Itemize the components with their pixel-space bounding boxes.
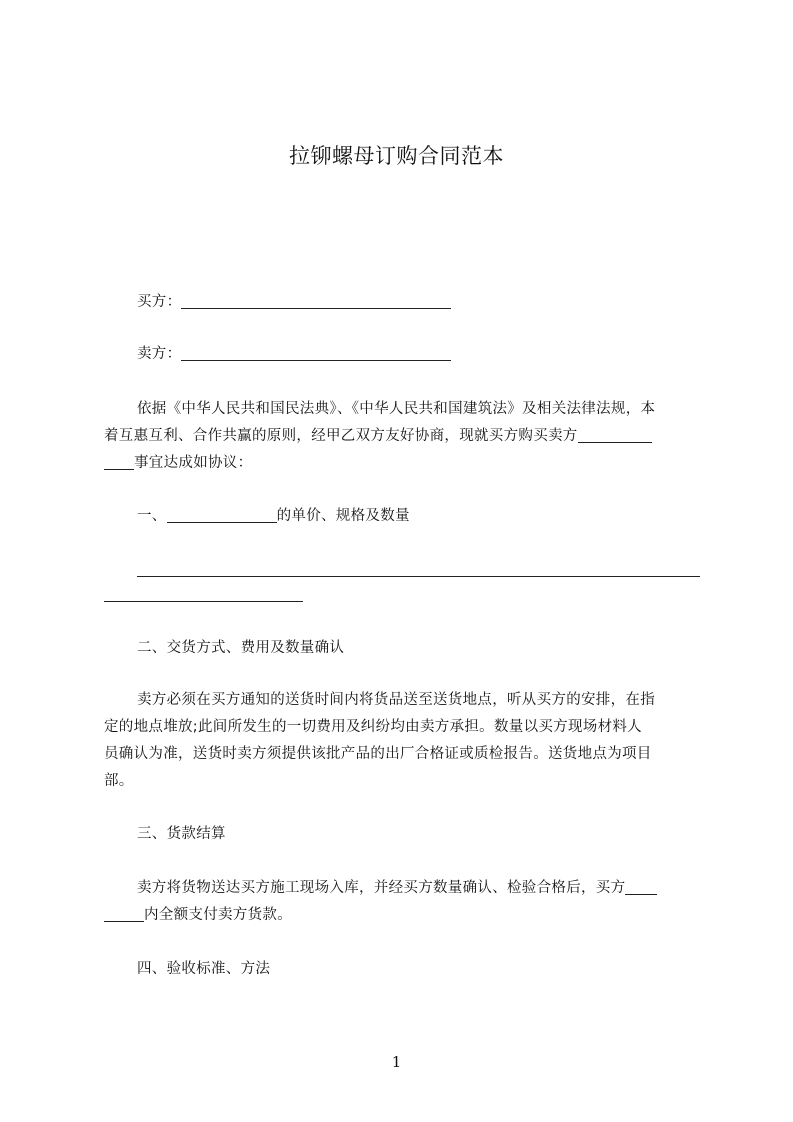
section2-line-4: 部。 xyxy=(104,773,134,789)
section1-heading xyxy=(104,504,733,528)
section3-line-2-text: 内全额支付卖方货款。 xyxy=(144,907,292,923)
section3-line-2 xyxy=(104,903,700,927)
section3-heading: 三、货款结算 xyxy=(137,826,226,842)
buyer-line xyxy=(104,290,733,314)
section2-line-2: 定的地点堆放;此间所发生的一切费用及纠纷均由卖方承担。数量以买方现场材料人 xyxy=(104,719,642,735)
intro-line-2-text: 着互惠互利、合作共赢的原则，经甲乙双方友好协商，现就买方购买卖方 xyxy=(104,428,578,444)
section1-prefix: 一、 xyxy=(137,508,167,524)
buyer-label: 买方： xyxy=(137,294,182,310)
section1-suffix: 的单价、规格及数量 xyxy=(276,508,410,524)
section1-content-blank-1[interactable] xyxy=(137,560,700,577)
product-blank-cont[interactable] xyxy=(104,453,134,470)
seller-blank[interactable] xyxy=(181,344,451,361)
section3-line-1-text: 卖方将货物送达买方施工现场入库，并经买方数量确认、检验合格后，买方 xyxy=(137,880,626,896)
seller-label: 卖方： xyxy=(137,346,182,362)
payment-term-blank-cont[interactable] xyxy=(104,905,144,922)
intro-line-3-text: 事宜达成如协议： xyxy=(134,455,253,471)
buyer-blank[interactable] xyxy=(181,292,451,309)
intro-line-1: 依据《中华人民共和国民法典》、《中华人民共和国建筑法》及相关法律法规，本 xyxy=(137,401,656,417)
section3-line-1 xyxy=(104,876,733,900)
section1-content-line-2 xyxy=(104,583,700,607)
section1-content-blank-2[interactable] xyxy=(104,585,303,602)
section1-blank[interactable] xyxy=(167,506,277,523)
section2-heading: 二、交货方式、费用及数量确认 xyxy=(137,640,345,656)
section1-content-line-1 xyxy=(104,558,733,582)
document-title: 拉铆螺母订购合同范本 xyxy=(289,144,504,168)
section2-line-1: 卖方必须在买方通知的送货时间内将货品送至送货地点，听从买方的安排，在指 xyxy=(137,692,655,708)
seller-line xyxy=(104,342,733,366)
intro-line-3 xyxy=(104,451,700,475)
intro-line-2 xyxy=(104,424,700,448)
section4-heading: 四、验收标准、方法 xyxy=(137,961,271,977)
section2-line-3: 员确认为准，送货时卖方须提供该批产品的出厂合格证或质检报告。送货地点为项目 xyxy=(104,746,652,762)
product-blank[interactable] xyxy=(578,426,652,443)
payment-term-blank[interactable] xyxy=(625,878,657,895)
page-number: 1 xyxy=(391,1053,402,1071)
